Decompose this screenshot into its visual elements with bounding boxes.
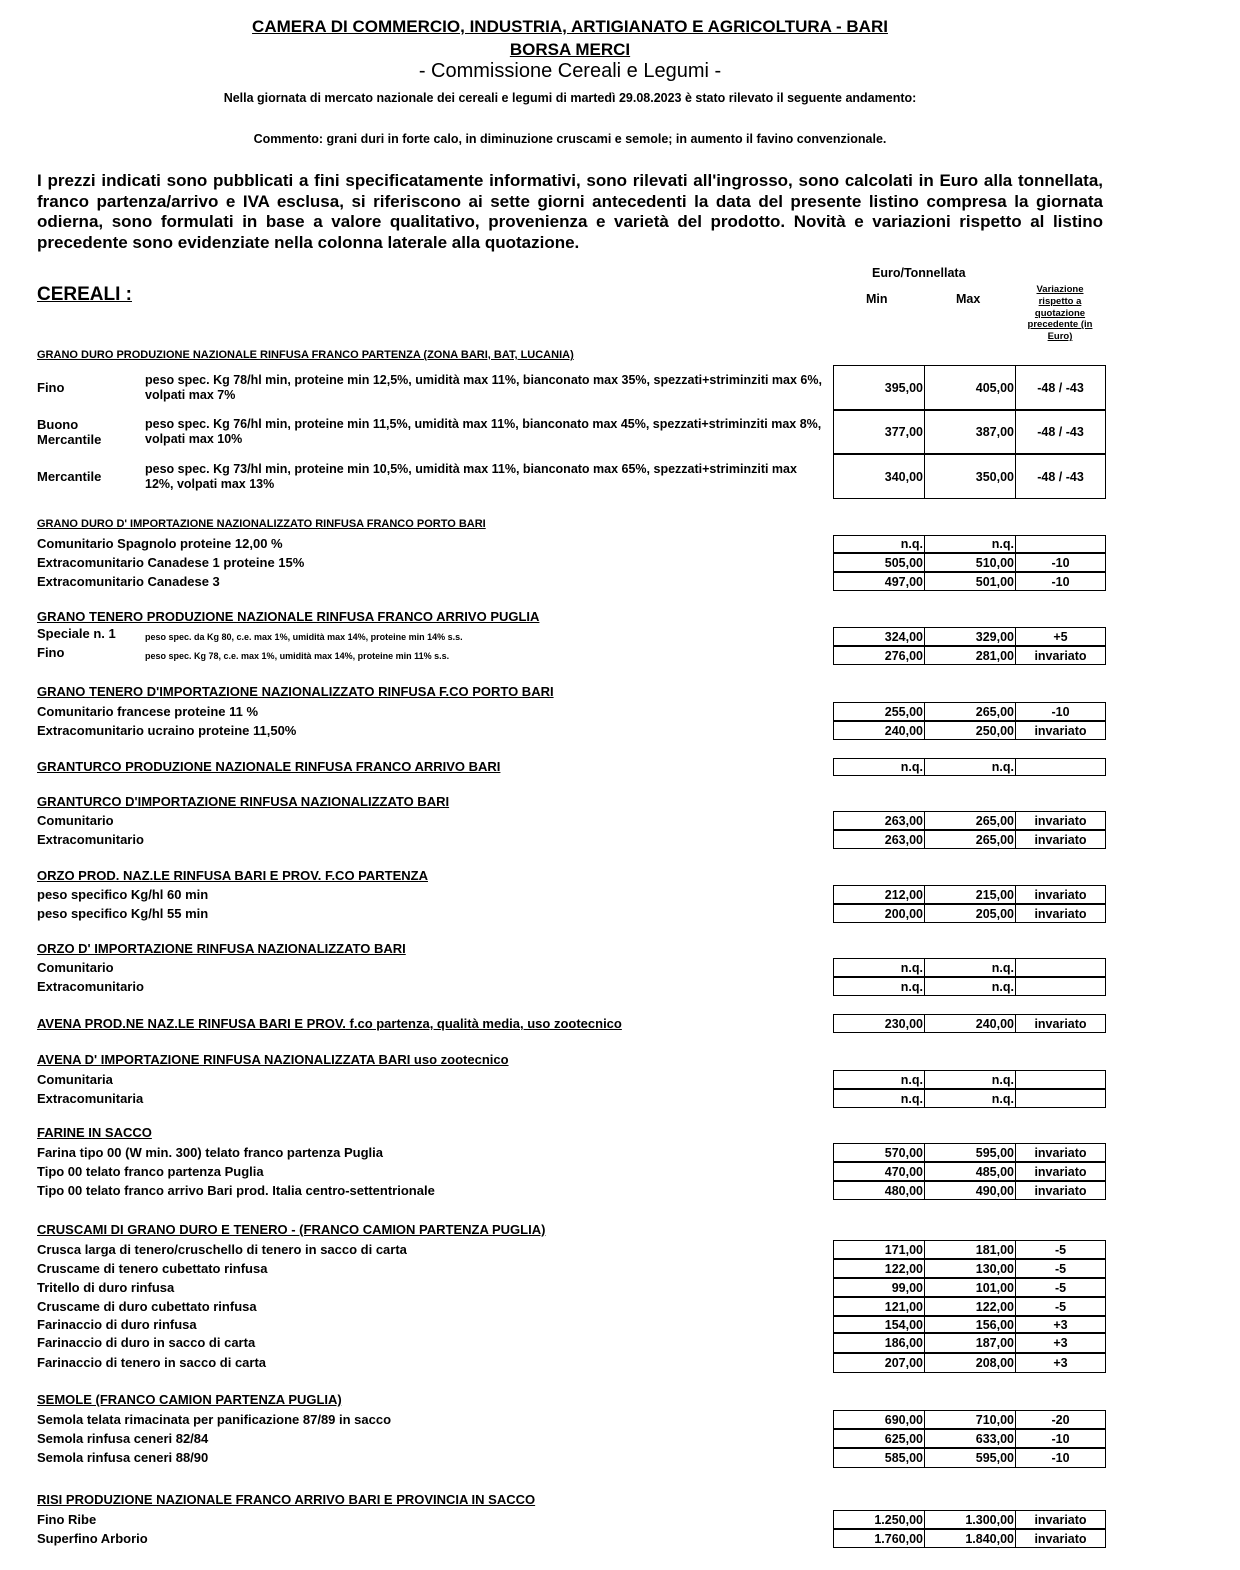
row-label: Farina tipo 00 (W min. 300) telato franco partenza Puglia (37, 1144, 384, 1160)
price-variation: invariato (1034, 887, 1087, 902)
row-label: Extracomunitario (37, 831, 144, 847)
price-min: 121,00 (834, 1298, 925, 1315)
price-variation: -5 (1054, 1242, 1067, 1257)
price-min: 570,00 (834, 1144, 925, 1161)
price-variation: invariato (1034, 813, 1087, 828)
section-title (37, 1016, 622, 1031)
market-comment: Commento: grani duri in forte calo, in diminuzione cruscami e semole; in aumento il favino convenzionale. (253, 132, 887, 146)
price-variation: invariato (1034, 1512, 1087, 1527)
price-variation: -48 / -43 (1037, 469, 1084, 484)
price-min: 263,00 (834, 831, 925, 848)
section-title-text: GRANO TENERO PRODUZIONE NAZIONALE RINFUSA FRANCO ARRIVO PUGLIA (37, 609, 540, 624)
price-variation: -48 / -43 (1037, 380, 1084, 395)
price-row (833, 1181, 1106, 1200)
price-max: n.q. (925, 959, 1016, 976)
price-row (833, 1316, 1106, 1333)
row-label: Fino (37, 380, 65, 395)
market-line: Nella giornata di mercato nazionale dei cereali e legumi di martedì 29.08.2023 è stato rilevato il seguente andamento: (223, 91, 917, 105)
price-row (833, 1070, 1106, 1089)
price-row (833, 553, 1106, 572)
section-title-text: AVENA D' IMPORTAZIONE RINFUSA NAZIONALIZZATA BARI uso zootecnico (37, 1052, 509, 1067)
price-row (833, 1240, 1106, 1259)
price-max: 122,00 (925, 1298, 1016, 1315)
section-title (37, 868, 428, 883)
price-max: n.q. (925, 759, 1016, 775)
row-label: Cruscame di duro cubettato rinfusa (37, 1298, 257, 1314)
price-row (833, 572, 1106, 591)
price-max: 490,00 (925, 1182, 1016, 1199)
price-row (833, 1353, 1106, 1373)
price-min: 171,00 (834, 1241, 925, 1258)
section-title-text: AVENA PROD.NE NAZ.LE RINFUSA BARI E PROV. (37, 1016, 346, 1031)
price-max: 1.840,00 (925, 1530, 1016, 1547)
price-variation: -10 (1051, 1431, 1070, 1446)
price-variation: invariato (1034, 1145, 1087, 1160)
row-label: Comunitario francese proteine 11 % (37, 703, 259, 719)
price-variation: invariato (1034, 1164, 1087, 1179)
price-row (833, 1448, 1106, 1468)
price-row (833, 1143, 1106, 1162)
price-variation: invariato (1034, 648, 1087, 663)
price-max: n.q. (925, 536, 1016, 552)
row-label: Speciale n. 1 (37, 626, 116, 641)
price-max: 595,00 (925, 1144, 1016, 1161)
price-max: 281,00 (925, 647, 1016, 664)
price-row (833, 1089, 1106, 1108)
row-label: Comunitario (37, 812, 114, 828)
commission-title: - Commissione Cereali e Legumi - (418, 60, 722, 82)
section-title-text: FARINE IN SACCO (37, 1125, 152, 1140)
price-row (833, 904, 1106, 923)
row-label: Extracomunitario Canadese 1 proteine 15% (37, 554, 305, 570)
price-variation (1016, 1090, 1105, 1107)
price-min: 122,00 (834, 1260, 925, 1277)
section-title-text: SEMOLE (FRANCO CAMION PARTENZA PUGLIA) (37, 1392, 342, 1407)
price-max: 350,00 (925, 455, 1016, 498)
price-variation: invariato (1034, 832, 1087, 847)
price-row (833, 702, 1106, 721)
price-row (833, 958, 1106, 977)
price-max: 205,00 (925, 905, 1016, 922)
price-min: 263,00 (834, 812, 925, 829)
price-max: 485,00 (925, 1163, 1016, 1180)
section-title-text: ORZO D' IMPORTAZIONE RINFUSA NAZIONALIZZATO BARI (37, 941, 406, 956)
price-row (833, 1014, 1106, 1033)
price-min: 154,00 (834, 1317, 925, 1332)
price-max: 510,00 (925, 554, 1016, 571)
price-variation (1016, 959, 1105, 976)
price-variation: invariato (1034, 1183, 1087, 1198)
price-min: 207,00 (834, 1354, 925, 1372)
section-title-text: ORZO PROD. NAZ.LE RINFUSA BARI E PROV. F.CO PARTENZA (37, 868, 428, 883)
price-variation (1016, 536, 1105, 552)
price-variation: -48 / -43 (1037, 425, 1084, 439)
price-variation: -10 (1051, 1451, 1070, 1465)
price-row (833, 1278, 1106, 1297)
price-max: 595,00 (925, 1449, 1016, 1467)
price-row (833, 365, 1106, 410)
price-variation (1016, 1071, 1105, 1088)
price-row (833, 1297, 1106, 1316)
price-row (833, 758, 1106, 776)
price-max: 250,00 (925, 722, 1016, 739)
price-max: n.q. (925, 1071, 1016, 1088)
row-description: peso spec. Kg 78, c.e. max 1%, umidità max 14%, proteine min 11% s.s. (145, 650, 450, 661)
section-title (37, 349, 574, 361)
price-row (833, 721, 1106, 740)
price-variation: -10 (1051, 574, 1070, 589)
price-min: 377,00 (834, 411, 925, 453)
price-min: 505,00 (834, 554, 925, 571)
max-header: Max (956, 292, 981, 306)
price-min: 186,00 (834, 1334, 925, 1352)
price-variation: -5 (1054, 1261, 1067, 1276)
price-min: 690,00 (834, 1411, 925, 1428)
row-label: Extracomunitario ucraino proteine 11,50% (37, 722, 297, 738)
section-title (37, 1492, 535, 1507)
section-title-text: GRANO DURO D' IMPORTAZIONE NAZIONALIZZATO RINFUSA FRANCO PORTO BARI (37, 518, 486, 530)
price-row (833, 830, 1106, 849)
row-label: Extracomunitario (37, 978, 144, 994)
price-min: n.q. (834, 1090, 925, 1107)
price-variation: +3 (1053, 1356, 1068, 1370)
price-min: 585,00 (834, 1449, 925, 1467)
price-min: 497,00 (834, 573, 925, 590)
price-variation: +3 (1053, 1317, 1068, 1332)
price-max: 387,00 (925, 411, 1016, 453)
price-variation: invariato (1034, 906, 1087, 921)
price-max: 181,00 (925, 1241, 1016, 1258)
price-max: 215,00 (925, 886, 1016, 903)
section-title-text: RISI PRODUZIONE NAZIONALE FRANCO ARRIVO BARI E PROVINCIA IN SACCO (37, 1492, 536, 1507)
row-label: peso specifico Kg/hl 60 min (37, 886, 209, 902)
price-variation: -5 (1054, 1280, 1067, 1295)
price-row (833, 1410, 1106, 1429)
price-max: 329,00 (925, 628, 1016, 645)
price-min: n.q. (834, 978, 925, 995)
price-min: 340,00 (834, 455, 925, 498)
row-label: Comunitario (37, 959, 114, 975)
row-description: peso spec. Kg 76/hl min, proteine min 11,5%, umidità max 11%, bianconato max 45%, spezzati+striminziti max 8%, volpati max 10% (145, 417, 822, 446)
price-row (833, 1162, 1106, 1181)
price-row (833, 535, 1106, 553)
price-variation: invariato (1034, 723, 1087, 738)
row-label: Semola telata rimacinata per panificazione 87/89 in sacco (37, 1411, 392, 1427)
price-max: n.q. (925, 1090, 1016, 1107)
price-variation (1016, 978, 1105, 995)
price-variation: +3 (1053, 1336, 1068, 1350)
row-label: Tritello di duro rinfusa (37, 1279, 175, 1295)
section-title (37, 684, 554, 699)
section-title (37, 941, 406, 956)
price-max: 710,00 (925, 1411, 1016, 1428)
section-title-text: GRANTURCO PRODUZIONE NAZIONALE RINFUSA FRANCO ARRIVO BARI (37, 759, 501, 774)
section-title (37, 1392, 342, 1407)
row-label: Comunitario Spagnolo proteine 12,00 % (37, 536, 283, 551)
price-min: 255,00 (834, 703, 925, 720)
row-label: Cruscame di tenero cubettato rinfusa (37, 1260, 268, 1276)
price-min: 395,00 (834, 366, 925, 409)
price-row (833, 454, 1106, 499)
price-min: n.q. (834, 759, 925, 775)
row-label: Farinaccio di tenero in sacco di carta (37, 1355, 267, 1370)
price-row (833, 977, 1106, 996)
price-min: 625,00 (834, 1430, 925, 1447)
row-label: Extracomunitario Canadese 3 (37, 573, 220, 589)
row-label: peso specifico Kg/hl 55 min (37, 905, 209, 921)
row-label: Mercantile (37, 469, 102, 484)
price-min: 212,00 (834, 886, 925, 903)
price-min: 470,00 (834, 1163, 925, 1180)
row-label: Crusca larga di tenero/cruschello di tenero in sacco di carta (37, 1241, 407, 1257)
price-row (833, 1259, 1106, 1278)
price-variation: invariato (1034, 1531, 1087, 1546)
section-title (37, 759, 500, 774)
section-title (37, 609, 539, 624)
row-label: Buono Mercantile (37, 417, 102, 447)
row-label: Semola rinfusa ceneri 88/90 (37, 1450, 209, 1465)
price-variation (1016, 759, 1105, 775)
price-min: 324,00 (834, 628, 925, 645)
price-max: 156,00 (925, 1317, 1016, 1332)
price-min: 480,00 (834, 1182, 925, 1199)
price-min: 276,00 (834, 647, 925, 664)
price-max: 187,00 (925, 1334, 1016, 1352)
section-title (37, 518, 486, 530)
row-label: Comunitaria (37, 1071, 113, 1087)
document-subtitle: BORSA MERCI (509, 40, 631, 59)
section-title-text: GRANO TENERO D'IMPORTAZIONE NAZIONALIZZATO RINFUSA F.CO PORTO BARI (37, 684, 554, 699)
price-row (833, 1429, 1106, 1448)
price-max: 265,00 (925, 703, 1016, 720)
price-max: 405,00 (925, 366, 1016, 409)
price-variation: -20 (1051, 1412, 1070, 1427)
price-row (833, 811, 1106, 830)
price-row (833, 1333, 1106, 1353)
intro-paragraph: I prezzi indicati sono pubblicati a fini specificatamente informativi, sono rilevati all'ingrosso, sono calcolati in Euro alla tonnellata, franco partenza/arrivo e IVA esclusa, si riferiscono ai sette giorni antecedenti la data del presente listino compresa la giornata odierna, sono formulati in base a valore qualitativo, provenienza e varietà del prodotto. Novità e variazioni rispetto al listino precedente sono evidenziate nella colonna laterale alla quotazione. (37, 171, 1103, 252)
price-min: 240,00 (834, 722, 925, 739)
price-min: n.q. (834, 959, 925, 976)
row-label: Tipo 00 telato franco partenza Puglia (37, 1163, 264, 1179)
price-min: 99,00 (834, 1279, 925, 1296)
row-label: Extracomunitaria (37, 1090, 144, 1106)
variation-header: Variazione rispetto a quotazione precedente (in Euro) (1027, 284, 1093, 343)
price-min: n.q. (834, 536, 925, 552)
price-max: 101,00 (925, 1279, 1016, 1296)
price-min: n.q. (834, 1071, 925, 1088)
price-row (833, 627, 1106, 646)
section-title-text: GRANTURCO D'IMPORTAZIONE RINFUSA NAZIONALIZZATO BARI (37, 794, 450, 809)
price-min: 1.250,00 (834, 1511, 925, 1528)
price-max: 240,00 (925, 1015, 1016, 1032)
row-label: Fino Ribe (37, 1511, 97, 1527)
row-description: peso spec. Kg 73/hl min, proteine min 10,5%, umidità max 11%, bianconato max 65%, spezzati+striminziti max 12%, volpati max 13% (145, 461, 797, 491)
section-title-text: GRANO DURO PRODUZIONE NAZIONALE RINFUSA FRANCO PARTENZA (ZONA BARI, BAT, LUCANIA) (37, 349, 574, 361)
price-row (833, 410, 1106, 454)
price-max: 501,00 (925, 573, 1016, 590)
price-row (833, 646, 1106, 665)
price-row (833, 1529, 1106, 1548)
price-variation: -10 (1051, 555, 1070, 570)
section-title (37, 1125, 152, 1140)
section-heading: CEREALI : (37, 284, 132, 305)
row-description: peso spec. da Kg 80, c.e. max 1%, umidità max 14%, proteine min 14% s.s. (145, 631, 463, 642)
price-max: n.q. (925, 978, 1016, 995)
section-title-text: CRUSCAMI DI GRANO DURO E TENERO - (FRANCO CAMION PARTENZA PUGLIA) (37, 1222, 546, 1237)
price-max: 130,00 (925, 1260, 1016, 1277)
row-label: Semola rinfusa ceneri 82/84 (37, 1430, 209, 1446)
price-min: 230,00 (834, 1015, 925, 1032)
price-variation: -10 (1051, 704, 1070, 719)
price-variation: -5 (1054, 1299, 1067, 1314)
row-label: Superfino Arborio (37, 1530, 148, 1546)
price-max: 633,00 (925, 1430, 1016, 1447)
price-variation: invariato (1034, 1016, 1087, 1031)
price-row (833, 1510, 1106, 1529)
price-variation: +5 (1053, 629, 1068, 644)
section-title (37, 794, 449, 809)
price-min: 1.760,00 (834, 1530, 925, 1547)
row-label: Fino (37, 645, 65, 660)
row-label: Farinaccio di duro rinfusa (37, 1316, 197, 1332)
row-label: Tipo 00 telato franco arrivo Bari prod. Italia centro-settentrionale (37, 1182, 435, 1198)
price-max: 208,00 (925, 1354, 1016, 1372)
document-title: CAMERA DI COMMERCIO, INDUSTRIA, ARTIGIANATO E AGRICOLTURA - BARI (252, 17, 888, 36)
section-title (37, 1222, 545, 1237)
section-title-note: f.co partenza, qualità media, uso zootecnico (345, 1016, 622, 1031)
price-min: 200,00 (834, 905, 925, 922)
price-row (833, 885, 1106, 904)
min-header: Min (866, 292, 888, 306)
section-title (37, 1052, 509, 1067)
row-description: peso spec. Kg 78/hl min, proteine min 12,5%, umidità max 11%, bianconato max 35%, spezzati+striminziti max 6%, volpati max 7% (145, 372, 822, 402)
unit-header: Euro/Tonnellata (872, 266, 966, 280)
price-max: 1.300,00 (925, 1511, 1016, 1528)
row-label: Farinaccio di duro in sacco di carta (37, 1335, 256, 1350)
price-max: 265,00 (925, 812, 1016, 829)
price-max: 265,00 (925, 831, 1016, 848)
